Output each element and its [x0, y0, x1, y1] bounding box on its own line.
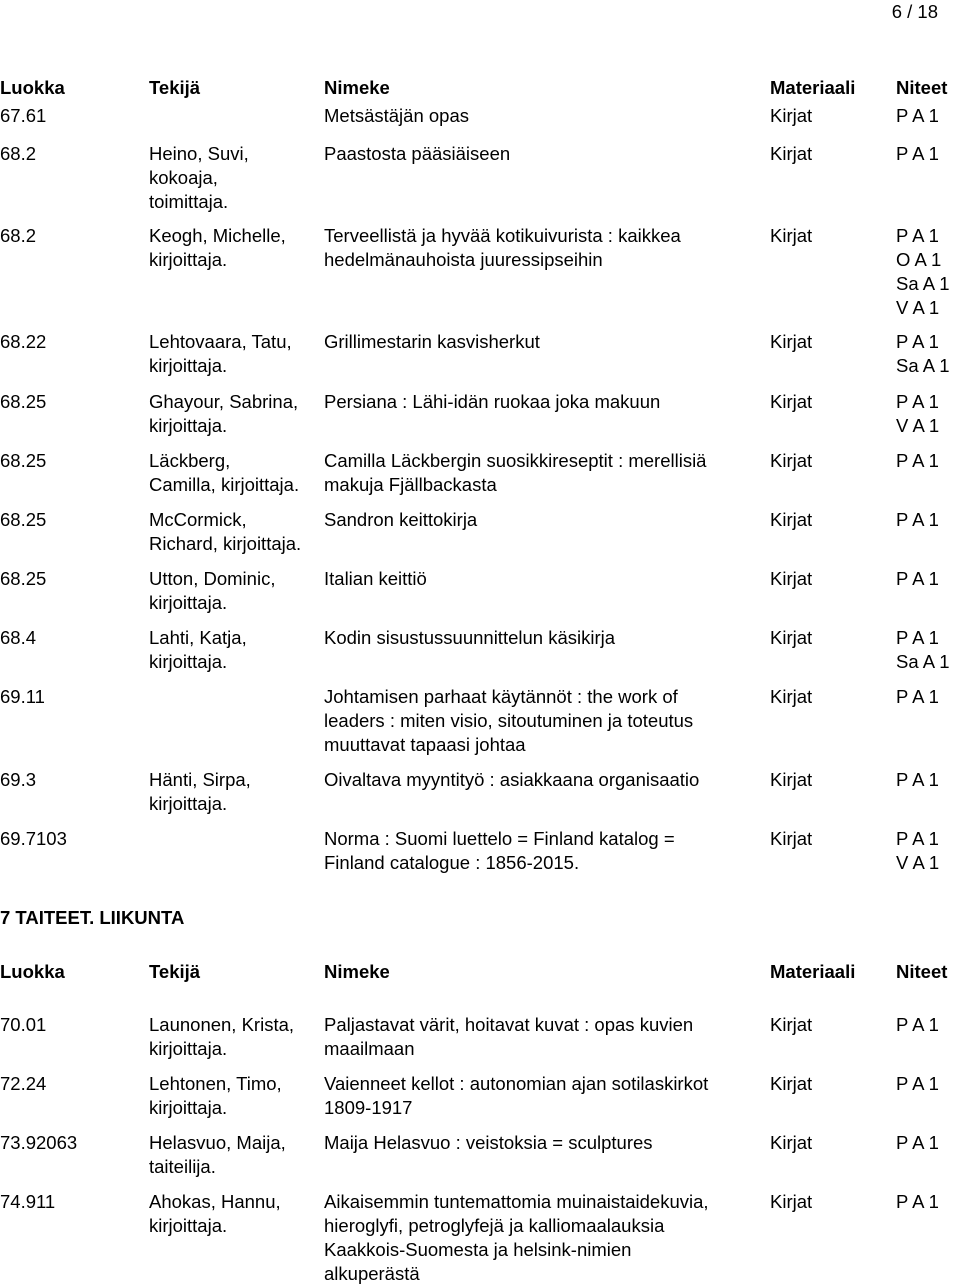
- cell-luokka: 68.25: [0, 450, 47, 471]
- cell-tekija-line: kirjoittaja.: [149, 651, 228, 672]
- cell-nimeke-line: Kaakkois-Suomesta ja helsink-nimien: [324, 1239, 632, 1260]
- cell-luokka: 69.11: [0, 686, 45, 707]
- cell-tekija-line: Lehtovaara, Tatu,: [149, 331, 292, 352]
- cell-materiaali: Kirjat: [770, 686, 813, 707]
- cell-tekija-line: toimittaja.: [149, 191, 229, 212]
- cell-luokka: 68.25: [0, 568, 47, 589]
- header-materiaali: Materiaali: [770, 77, 856, 98]
- cell-tekija-line: Richard, kirjoittaja.: [149, 533, 302, 554]
- cell-nimeke-line: Kodin sisustussuunnittelun käsikirja: [324, 627, 616, 648]
- header-niteet: Niteet: [896, 77, 948, 98]
- cell-niteet: [896, 142, 939, 166]
- cell-tekija-line: Ahokas, Hannu,: [149, 1191, 281, 1212]
- cell-materiaali: Kirjat: [770, 1132, 813, 1153]
- cell-nimeke-line: Finland catalogue : 1856-2015.: [324, 852, 580, 873]
- cell-tekija: [149, 142, 324, 214]
- cell-nimeke-line: muuttavat tapaasi johtaa: [324, 734, 526, 755]
- cell-tekija-line: kirjoittaja.: [149, 592, 228, 613]
- cell-niteet-line: P A 1: [896, 105, 939, 126]
- cell-materiaali: Kirjat: [770, 568, 813, 589]
- cell-nimeke-line: Norma : Suomi luettelo = Finland katalog =: [324, 828, 675, 849]
- cell-materiaali: Kirjat: [770, 391, 813, 412]
- cell-nimeke-line: Vaienneet kellot : autonomian ajan sotilaskirkot: [324, 1073, 709, 1094]
- cell-luokka: 73.92063: [0, 1132, 78, 1153]
- cell-nimeke: [324, 1190, 764, 1286]
- cell-tekija: [149, 449, 324, 497]
- cell-tekija-line: Läckberg,: [149, 450, 231, 471]
- cell-nimeke-line: Johtamisen parhaat käytännöt : the work of: [324, 686, 678, 707]
- page-number: 6 / 18: [891, 1, 938, 22]
- cell-nimeke-line: 1809-1917: [324, 1097, 413, 1118]
- cell-nimeke-line: maailmaan: [324, 1038, 415, 1059]
- cell-nimeke-line: Aikaisemmin tuntemattomia muinaistaidekuvia,: [324, 1191, 709, 1212]
- cell-tekija-line: kirjoittaja.: [149, 793, 228, 814]
- cell-tekija: [149, 1013, 324, 1061]
- header-tekija: Tekijä: [149, 77, 201, 98]
- cell-luokka: 68.2: [0, 225, 37, 246]
- cell-niteet: [896, 768, 939, 792]
- cell-niteet-line: Sa A 1: [896, 273, 950, 294]
- cell-materiaali: Kirjat: [770, 1191, 813, 1212]
- cell-tekija: [149, 508, 324, 556]
- cell-nimeke-line: Paastosta pääsiäiseen: [324, 143, 511, 164]
- cell-tekija-line: Lahti, Katja,: [149, 627, 247, 648]
- cell-niteet: [896, 1013, 939, 1037]
- cell-nimeke-line: Sandron keittokirja: [324, 509, 478, 530]
- cell-nimeke-line: Italian keittiö: [324, 568, 427, 589]
- cell-tekija-line: Helasvuo, Maija,: [149, 1132, 286, 1153]
- cell-nimeke: [324, 685, 764, 757]
- cell-tekija-line: Lehtonen, Timo,: [149, 1073, 282, 1094]
- cell-nimeke-line: Camilla Läckbergin suosikkireseptit : merellisiä: [324, 450, 707, 471]
- cell-niteet: [896, 827, 939, 875]
- cell-niteet: [896, 685, 939, 709]
- header-niteet-2: Niteet: [896, 961, 948, 982]
- header-luokka: Luokka: [0, 77, 65, 98]
- cell-tekija-line: kokoaja,: [149, 167, 218, 188]
- cell-niteet-line: P A 1: [896, 1073, 939, 1094]
- cell-materiaali: Kirjat: [770, 1073, 813, 1094]
- cell-niteet-line: P A 1: [896, 828, 939, 849]
- cell-tekija-line: McCormick,: [149, 509, 247, 530]
- cell-niteet-line: P A 1: [896, 331, 939, 352]
- cell-nimeke-line: Persiana : Lähi-idän ruokaa joka makuun: [324, 391, 661, 412]
- cell-luokka: 68.22: [0, 331, 47, 352]
- cell-nimeke-line: makuja Fjällbackasta: [324, 474, 497, 495]
- cell-niteet-line: P A 1: [896, 568, 939, 589]
- cell-materiaali: Kirjat: [770, 769, 813, 790]
- cell-luokka: 68.25: [0, 509, 47, 530]
- cell-tekija: [149, 330, 324, 378]
- cell-nimeke-line: hedelmänauhoista juuressipseihin: [324, 249, 603, 270]
- cell-tekija-line: kirjoittaja.: [149, 1038, 228, 1059]
- cell-materiaali: Kirjat: [770, 450, 813, 471]
- cell-nimeke: [324, 567, 764, 591]
- cell-niteet-line: Sa A 1: [896, 355, 950, 376]
- cell-niteet-line: P A 1: [896, 627, 939, 648]
- cell-nimeke: [324, 330, 764, 354]
- cell-niteet-line: P A 1: [896, 1191, 939, 1212]
- cell-niteet: [896, 1131, 939, 1155]
- cell-tekija: [149, 224, 324, 272]
- header-nimeke: Nimeke: [324, 77, 390, 98]
- cell-niteet: [896, 1190, 939, 1214]
- cell-nimeke-line: Oivaltava myyntityö : asiakkaana organisaatio: [324, 769, 700, 790]
- cell-tekija-line: Keogh, Michelle,: [149, 225, 286, 246]
- cell-nimeke: [324, 1072, 764, 1120]
- cell-niteet-line: Sa A 1: [896, 651, 950, 672]
- cell-niteet-line: P A 1: [896, 509, 939, 530]
- cell-niteet-line: P A 1: [896, 686, 939, 707]
- cell-luokka: 68.25: [0, 391, 47, 412]
- cell-nimeke-line: Paljastavat värit, hoitavat kuvat : opas kuvien: [324, 1014, 694, 1035]
- cell-luokka: 70.01: [0, 1014, 47, 1035]
- cell-tekija-line: Ghayour, Sabrina,: [149, 391, 299, 412]
- cell-materiaali: Kirjat: [770, 828, 813, 849]
- cell-materiaali: Kirjat: [770, 509, 813, 530]
- cell-nimeke: [324, 508, 764, 532]
- cell-materiaali: Kirjat: [770, 143, 813, 164]
- cell-nimeke: [324, 449, 764, 497]
- cell-nimeke: [324, 768, 764, 792]
- cell-nimeke: [324, 390, 764, 414]
- cell-tekija-line: taiteilija.: [149, 1156, 216, 1177]
- cell-tekija: [149, 1190, 324, 1238]
- cell-niteet-line: P A 1: [896, 1132, 939, 1153]
- cell-tekija: [149, 626, 324, 674]
- cell-niteet: [896, 508, 939, 532]
- cell-tekija-line: kirjoittaja.: [149, 355, 228, 376]
- cell-nimeke: [324, 224, 764, 272]
- cell-luokka: 68.2: [0, 143, 37, 164]
- header-nimeke-2: Nimeke: [324, 961, 390, 982]
- cell-materiaali: Kirjat: [770, 105, 813, 126]
- cell-luokka: 67.61: [0, 105, 47, 126]
- cell-tekija-line: Hänti, Sirpa,: [149, 769, 251, 790]
- cell-niteet: [896, 449, 939, 473]
- cell-tekija: [149, 567, 324, 615]
- cell-tekija-line: Camilla, kirjoittaja.: [149, 474, 300, 495]
- cell-niteet: [896, 224, 950, 320]
- cell-luokka: 69.7103: [0, 828, 67, 849]
- cell-niteet: [896, 390, 939, 438]
- cell-niteet-line: P A 1: [896, 769, 939, 790]
- cell-tekija: [149, 768, 324, 816]
- cell-niteet-line: P A 1: [896, 143, 939, 164]
- cell-luokka: 69.3: [0, 769, 37, 790]
- cell-tekija-line: Launonen, Krista,: [149, 1014, 295, 1035]
- cell-niteet: [896, 626, 950, 674]
- cell-tekija-line: kirjoittaja.: [149, 415, 228, 436]
- cell-nimeke: [324, 104, 764, 128]
- cell-nimeke-line: Grillimestarin kasvisherkut: [324, 331, 540, 352]
- section-heading: 7 TAITEET. LIIKUNTA: [0, 907, 185, 928]
- cell-nimeke: [324, 626, 764, 650]
- cell-tekija-line: Heino, Suvi,: [149, 143, 249, 164]
- cell-nimeke: [324, 1131, 764, 1155]
- cell-nimeke-line: leaders : miten visio, sitoutuminen ja toteutus: [324, 710, 694, 731]
- cell-luokka: 74.911: [0, 1191, 56, 1212]
- cell-nimeke-line: alkuperästä: [324, 1263, 420, 1284]
- cell-niteet-line: P A 1: [896, 391, 939, 412]
- cell-nimeke-line: Metsästäjän opas: [324, 105, 470, 126]
- cell-nimeke-line: Maija Helasvuo : veistoksia = sculptures: [324, 1132, 653, 1153]
- cell-nimeke: [324, 827, 764, 875]
- cell-tekija: [149, 1072, 324, 1120]
- header-tekija-2: Tekijä: [149, 961, 201, 982]
- header-luokka-2: Luokka: [0, 961, 65, 982]
- cell-tekija-line: kirjoittaja.: [149, 1215, 228, 1236]
- cell-materiaali: Kirjat: [770, 1014, 813, 1035]
- cell-luokka: 72.24: [0, 1073, 47, 1094]
- cell-nimeke-line: hieroglyfi, petroglyfejä ja kalliomaalauksia: [324, 1215, 665, 1236]
- cell-niteet-line: V A 1: [896, 415, 940, 436]
- cell-niteet: [896, 330, 950, 378]
- header-materiaali-2: Materiaali: [770, 961, 856, 982]
- cell-niteet-line: V A 1: [896, 852, 940, 873]
- cell-tekija-line: kirjoittaja.: [149, 249, 228, 270]
- cell-niteet-line: V A 1: [896, 297, 940, 318]
- cell-niteet-line: O A 1: [896, 249, 942, 270]
- cell-materiaali: Kirjat: [770, 331, 813, 352]
- cell-niteet: [896, 104, 939, 128]
- cell-nimeke: [324, 1013, 764, 1061]
- cell-niteet: [896, 1072, 939, 1096]
- cell-tekija: [149, 1131, 324, 1179]
- cell-niteet-line: P A 1: [896, 225, 939, 246]
- cell-luokka: 68.4: [0, 627, 37, 648]
- cell-nimeke-line: Terveellistä ja hyvää kotikuivurista : kaikkea: [324, 225, 681, 246]
- cell-materiaali: Kirjat: [770, 627, 813, 648]
- cell-niteet-line: P A 1: [896, 1014, 939, 1035]
- cell-nimeke: [324, 142, 764, 166]
- cell-niteet-line: P A 1: [896, 450, 939, 471]
- cell-tekija: [149, 390, 324, 438]
- cell-materiaali: Kirjat: [770, 225, 813, 246]
- cell-niteet: [896, 567, 939, 591]
- cell-tekija-line: kirjoittaja.: [149, 1097, 228, 1118]
- cell-tekija-line: Utton, Dominic,: [149, 568, 276, 589]
